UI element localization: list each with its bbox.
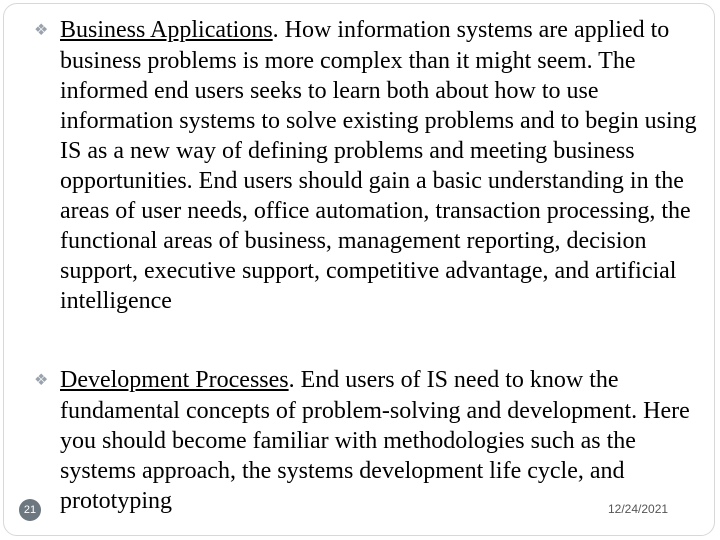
bullet-business-applications — [36, 15, 700, 316]
bullet-heading: Business Applications — [60, 17, 273, 43]
bullet-development-processes — [36, 365, 700, 516]
bullet-heading: Development Processes — [60, 367, 289, 393]
slide-date: 12/24/2021 — [608, 502, 669, 516]
diamond-bullet-icon: ❖ — [34, 372, 49, 389]
bullet-body: . How information systems are applied to business problems is more complex than it might seem. The informed end users seeks to learn both about how to use information systems to solve existing problems and to begin using IS as a new way of defining problems and meeting business opportunities. End users should gain a basic understanding in the areas of user needs, office automation, transaction processing, the functional areas of business, management reporting, decision support, executive support, competitive advantage, and artificial intelligence — [60, 17, 697, 314]
bullet-body: . End users of IS need to know the fundamental concepts of problem-solving and development. Here you should become familiar with methodologies such as the systems approach, the systems development life cycle, and prototyping — [60, 367, 690, 514]
slide-number: 21 — [19, 499, 41, 521]
diamond-bullet-icon: ❖ — [34, 22, 49, 39]
